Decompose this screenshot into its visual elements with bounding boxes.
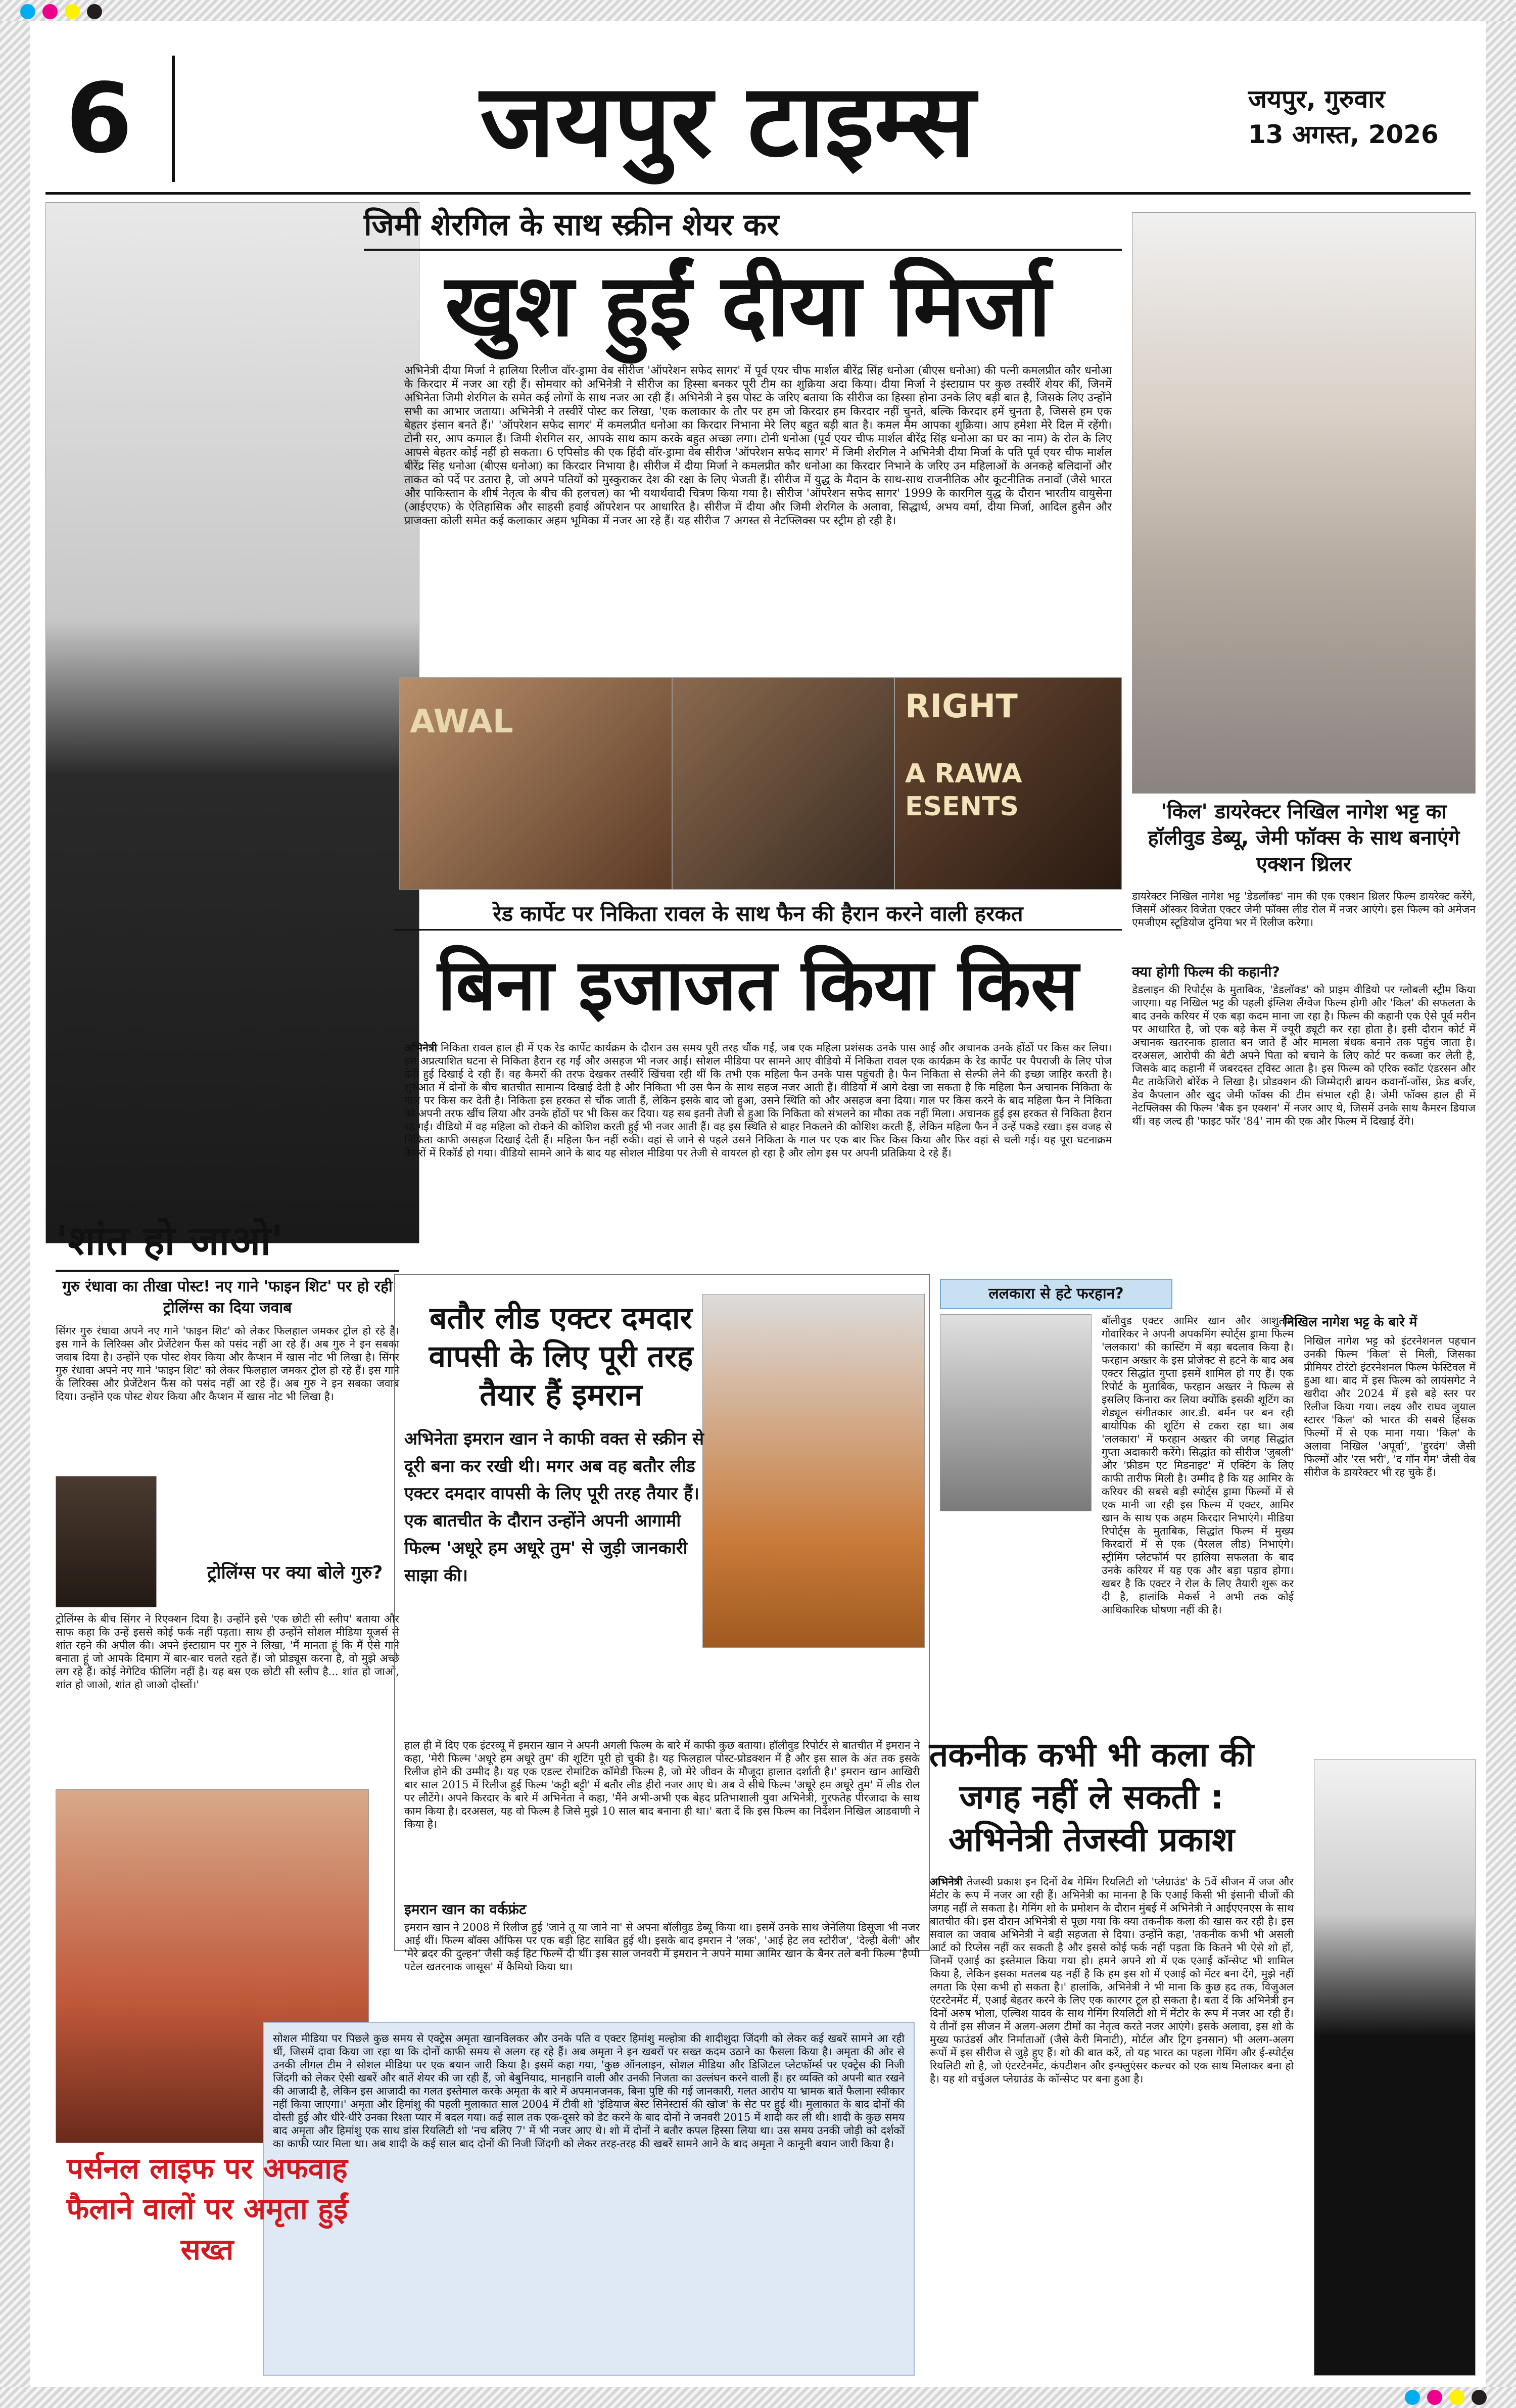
registration-dots-bottom — [1405, 2390, 1487, 2405]
event-sign-text: RIGHT — [905, 688, 1018, 725]
nikita-body — [404, 1041, 1112, 1264]
tejasswi-headline: तकनीक कभी भी कला की जगह नहीं ले सकती : अभिनेत्री तेजस्वी प्रकाश — [929, 1735, 1254, 1859]
amruta-headline: पर्सनल लाइफ पर अफवाह फैलाने वालों पर अमृता हुईं सख्त — [66, 2151, 348, 2266]
nikhil-headline: 'किल' डायरेक्टर निखिल नागेश भट्ट का हॉलीवुड डेब्यू, जेमी फॉक्स के साथ बनाएंगे एक्शन थ्रिलर — [1148, 800, 1460, 876]
event-sign-text: ESENTS — [905, 792, 1019, 822]
dia-body: अभिनेत्री दीया मिर्जा ने हालिया रिलीज वॉर-ड्रामा वेब सीरीज 'ऑपरेशन सफेद सागर' में पूर्व एयर चीफ मार्शल बीरेंद्र सिंह धनोआ (बीएस धनोआ) की पत्नी कमलप्रीत कौर धनोआ के किरदार में नजर आ रही हैं। सोमवार को अभिनेत्री ने सीरीज का हिस्सा बनकर पूरी टीम का शुक्रिया अदा किया। दीया मिर्जा ने इंस्टाग्राम पर कुछ तस्वीरें शेयर कीं, जिनमें अभिनेता जिमी शेरगिल के समेत कई लोगों के साथ नजर आ रही हैं। अभिनेत्री ने इस पोस्ट के जरिए बताया कि सीरीज का हिस्सा होना उनके लिए बड़ी बात है, जिसके लिए उन्होंने सभी का आभार जताया। अभिनेत्री ने तस्वीरें पोस्ट कर लिखा, 'एक कलाकार के तौर पर हम जो किरदार हम किरदार नहीं चुनते, बल्कि किरदार हमें चुनता है, जिससे हम एक बेहतर इंसान बनते हैं।' 'ऑपरेशन सफेद सागर' में कमलप्रीत धनोआ का किरदार निभाना मेरे लिए बहुत बड़ी बात है। कमल मैम आपका शुक्रिया। आप हमेशा मेरे दिल में रहेंगी। टोनी सर, आप कमाल हैं। जिमी शेरगिल सर, आपके साथ काम करके बहुत अच्छा लगा। टोनी धनोआ (पूर्व एयर चीफ मार्शल बीरेंद्र सिंह धनोआ का घर का नाम) के रोल के लिए आपसे बेहतर कोई नहीं हो सकता। 6 एपिसोड की एक हिंदी वॉर-ड्रामा वेब सीरीज 'ऑपरेशन सफेद सागर' में जिमी शेरगिल ने अभिनेत्री दीया मिर्जा के पति पूर्व एयर चीफ मार्शल बीरेंद्र सिंह धनोआ (बीएस धनोआ) का किरदार निभाया है। सीरीज में दीया मिर्जा ने कमलप्रीत कौर धनोआ का किरदार निभाने के जरिए उन महिलाओं के अनकहे बलिदानों और ताकत को पर्दे पर उतारा है, जो अपने पतियों को मुस्कुराकर देश की रक्षा के लिए भेजती हैं। सीरीज में युद्ध के मैदान के साथ-साथ राजनीतिक और कूटनीतिक तनावों (जैसे भारत और पाकिस्तान के शीर्ष नेतृत्व के बीच की हलचल) का भी यथार्थवादी चित्रण किया गया है। सीरीज 'ऑपरेशन सफेद सागर' 1999 के कारगिल युद्ध के दौरान भारतीय वायुसेना (आईएएफ) के ऐतिहासिक और साहसी हवाई ऑपरेशन पर आधारित है। सीरीज में दीया और जिमी शेरगिल के अलावा, सिद्धार्थ, अभय वर्मा, दीया मिर्जा, आदिल हुसैन और प्राजक्ता कोली समेत कई कलाकार अहम भूमिका में नजर आ रहे हैं। यह सीरीज 7 अगस्त से नेटफ्लिक्स पर स्ट्रीम हो रही है। — [404, 364, 1112, 527]
nikita-photo-middle — [672, 677, 894, 890]
black-dot — [87, 4, 102, 19]
yellow-dot — [1449, 2390, 1464, 2405]
guru-subhead-2: ट्रोलिंग्स पर क्या बोले गुरु? — [207, 1562, 383, 1583]
event-sign-text: A RAWA — [905, 759, 1022, 789]
yellow-dot — [65, 4, 80, 19]
masthead — [45, 40, 1471, 202]
amruta-body: सोशल मीडिया पर पिछले कुछ समय से एक्ट्रेस अमृता खानविलकर और उनके पति व एक्टर हिमांशु मल्होत्रा की शादीशुदा जिंदगी को लेकर कई खबरें सामने आ रही थीं, जिसमें दावा किया जा रहा था कि दोनों काफी समय से अलग रह रहे हैं। अब अमृता ने इन खबरों पर सख्त कदम उठाने का फैसला किया है। अमृता की ओर से उनकी लीगल टीम ने सोशल मीडिया पर एक बयान जारी किया है। इसमें कहा गया, 'कुछ ऑनलाइन, सोशल मीडिया और डिजिटल प्लेटफॉर्म्स पर एक्ट्रेस की निजी जिंदगी को लेकर ऐसी खबरें और बातें शेयर की जा रही हैं, जो बेबुनियाद, मानहानि वाली और उनकी निजता का उल्लंघन करने वाली हैं। हर व्यक्ति को अपनी बात रखने की आजादी है, लेकिन इस आजादी का गलत इस्तेमाल करके अमृता के बारे में अपमानजनक, बिना पुष्टि की गई जानकारी, गलत आरोप या भ्रामक बातें फैलाना स्वीकार नहीं किया जाएगा।' अमृता और हिमांशु की पहली मुलाकात साल 2004 में टीवी शो 'इंडियाज बेस्ट सिनेस्टार्स की खोज' के सेट पर हुई थी। मुलाकात के बाद दोनों की दोस्ती हुई और धीरे-धीरे उनका रिश्ता प्यार में बदल गया। कई साल तक एक-दूसरे को डेट करने के बाद दोनों ने जनवरी 2015 में शादी कर ली थी। शादी के कुछ समय बाद अमृता और हिमांशु एक साथ डांस रियलिटी शो 'नच बलिए 7' में भी नजर आए थे। शो में दोनों ने बतौर कपल हिस्सा लिया था। उस समय उनकी जोड़ी को दर्शकों का काफी प्यार मिला था। अब शादी के कई साल बाद दोनों की निजी जिंदगी को लेकर तरह-तरह की खबरें सामने आने के बाद अमृता ने कानूनी बयान जारी किया है। — [273, 2032, 905, 2150]
imran-body-1: हाल ही में दिए एक इंटरव्यू में इमरान खान ने अपनी अगली फिल्म के बारे में काफी कुछ बताया। हॉलीवुड रिपोर्टर से बातचीत में इमरान ने कहा, 'मेरी फिल्म 'अधूरे हम अधूरे तुम' की शूटिंग पूरी हो चुकी है। यह फिलहाल पोस्ट-प्रोडक्शन में है और इस साल के अंत तक इसके रिलीज होने की उम्मीद है। यह एक एडल्ट रोमांटिक कॉमेडी फिल्म है, जो मेरे जीवन के मौजूदा हालात दर्शाती है।' इमरान खान आखिरी बार साल 2015 में रिलीज हुई फिल्म 'कट्टी बट्टी' में बतौर लीड हीरो नजर आए थे। अब वे सीधे फिल्म 'अधूरे हम अधूरे तुम' में लीड रोल पर लौटेंगे। अपने किरदार के बारे में अभिनेता ने कहा, 'मैंने अभी-अभी एक बेहद प्रतिभाशाली युवा अभिनेत्री, गुरफतेह पीरजादा के साथ काम किया है। दरअसल, यह वो फिल्म है जिसे मुझे 10 साल बाद बनाना ही था।' बता दें कि इस फिल्म का निर्देशन निखिल आडवाणी ने किया है। — [404, 1739, 920, 1830]
nikita-body-text: निकिता रावल हाल ही में एक रेड कार्पेट कार्यक्रम के दौरान उस समय पूरी तरह चौंक गईं, जब एक महिला प्रशंसक उनके पास आई और अचानक उनके होंठों पर किस कर लिया। इस अप्रत्याशित घटना से निकिता हैरान रह गईं और असहज भी नजर आईं। सोशल मीडिया पर सामने आए वीडियो में निकिता रावल एक कार्यक्रम के रेड कार्पेट पर पैपराजी के लिए पोज देती हुई दिखाई दे रही हैं। वह कैमरों की तरफ देखकर तस्वीरें खिंचवा रही थीं कि तभी एक महिला फैन उनके पास पहुंचती है। फैन निकिता से सेल्फी लेने की इच्छा जाहिर करती है। शुरुआत में दोनों के बीच बातचीत सामान्य दिखाई देती है और निकिता भी उस फैन के साथ सहज नजर आती हैं। वीडियो में आगे देखा जा सकता है कि महिला फैन अचानक निकिता के गाल पर किस कर देती है। निकिता इस हरकत से चौंक जाती हैं, लेकिन इसके बाद जो हुआ, उसने स्थिति को और असहज बना दिया। गाल पर किस करने के बाद महिला फैन ने निकिता को अपनी तरफ खींच लिया और उनके होंठों पर भी किस कर दिया। यह सब इतनी तेजी से हुआ कि निकिता को संभलने का मौका तक नहीं मिला। अचानक हुई इस हरकत से निकिता हैरान रह गईं। वीडियो में वह महिला को रोकने की कोशिश करती हुई भी नजर आती हैं। वह इस स्थिति से बाहर निकलने की कोशिश करती हैं, लेकिन महिला फैन ने उन्हें पकड़े रखा। इस वजह से निकिता काफी असहज दिखाई देती हैं। महिला फैन नहीं रुकी। वहां से जाने से पहले उसने निकिता के गाल पर एक बार फिर किस किया और फिर वहां से चली गई। यह पूरा घटनाक्रम कैमरों में रिकॉर्ड हो गया। वीडियो सामने आने के बाद यह सोशल मीडिया पर तेजी से वायरल हो रहा है और लोग इस पर अपनी प्रतिक्रिया दे रहे हैं। — [404, 1042, 1112, 1159]
nikhil-subhead-1: क्या होगी फिल्म की कहानी? — [1132, 963, 1280, 980]
masthead-rule — [45, 192, 1471, 195]
issue-date: 13 अगस्त, 2026 — [1248, 120, 1439, 149]
magenta-dot — [1427, 2390, 1442, 2405]
lalkara-tag: ललकारा से हटे फरहान? — [988, 1285, 1124, 1303]
nikita-kicker: रेड कार्पेट पर निकिता रावल के साथ फैन की हैरान करने वाली हरकत — [493, 901, 1023, 926]
nikhil-subhead-2: निखिल नागेश भट्ट के बारे में — [1284, 1315, 1417, 1330]
singer-photo — [940, 1314, 1092, 1511]
left-border-strip — [0, 21, 30, 2387]
page-number: 6 — [66, 63, 133, 174]
imran-headline: बतौर लीड एक्टर दमदार वापसी के लिए पूरी तरह तैयार हैं इमरान — [429, 1301, 693, 1413]
dia-kicker: जिमी शेरगिल के साथ स्क्रीन शेयर कर — [364, 207, 779, 243]
city-day: जयपुर, गुरुवार — [1248, 84, 1385, 114]
tejasswi-lead: अभिनेत्री — [930, 1875, 963, 1888]
black-dot — [1472, 2390, 1487, 2405]
nikita-headline: बिना इजाजत किया किस — [437, 944, 1079, 1027]
nikita-kicker-rule — [394, 929, 1122, 931]
nikhil-body-1: डायरेक्टर निखिल नागेश भट्ट 'डेडलॉक्ड' नाम की एक एक्शन थ्रिलर फिल्म डायरेक्ट करेंगे, जिसमें ऑस्कर विजेता एक्टर जेमी फॉक्स लीड रोल में नजर आएंगे। इस फिल्म को अमेजन एमजीएम स्टूडियोज दुनिया भर में रिलीज करेगा। — [1132, 890, 1476, 929]
tejasswi-photo — [1314, 1759, 1476, 2376]
imran-subhead: इमरान खान का वर्कफ्रंट — [404, 1901, 527, 1918]
tejasswi-body — [930, 1875, 1294, 2381]
bottom-border-strip — [0, 2387, 1516, 2408]
imran-body-2: इमरान खान ने 2008 में रिलीज हुई 'जाने तू या जाने ना' से अपना बॉलीवुड डेब्यू किया था। इसमें उनके साथ जेनेलिया डिसूजा भी नजर आई थीं। फिल्म बॉक्स ऑफिस पर एक बड़ी हिट साबित हुई थी। इसके बाद इमरान ने 'लक', 'आई हेट लव स्टोरीज', 'देल्ही बेली' और 'मेरे ब्रदर की दुल्हन' जैसी कई हिट फिल्में दी थीं। इस साल जनवरी में इमरान ने अपने मामा आमिर खान के बैनर तले बनी फिल्म 'हैप्पी पटेल खतरनाक जासूस' में कैमियो किया था। — [404, 1921, 920, 1973]
imran-photo — [702, 1294, 925, 1648]
nikhil-body-3: निखिल नागेश भट्ट को इंटरनेशनल पहचान उनकी फिल्म 'किल' से मिली, जिसका प्रीमियर टोरंटो इंटरनेशनल फिल्म फेस्टिवल में हुआ था। बाद में इस फिल्म को लायंसगेट ने खरीदा और 2024 में इसे बड़े स्तर पर रिलीज किया गया। लक्ष्य और राघव जुयाल स्टारर 'किल' को भारत की सबसे हिंसक फिल्मों में से एक माना गया। 'किल' के अलावा निखिल 'अपूर्वा', 'हुरदंग' जैसी फिल्मों और 'रस भरी', 'द गॉन गेम' जैसी वेब सीरीज के डायरेक्टर भी रह चुके हैं। — [1304, 1335, 1476, 1478]
guru-body-2: ट्रोलिंग्स के बीच सिंगर ने रिएक्शन दिया है। उन्होंने इसे 'एक छोटी सी स्लीप' बताया और साफ कहा कि उन्हें इससे कोई फर्क नहीं पड़ता। साथ ही उन्होंने सोशल मीडिया यूजर्स से शांत रहने की अपील की। अपने इंस्टाग्राम पर गुरु ने लिखा, 'मैं मानता हूं कि मैं ऐसे गाने बनाता हूं जो आपके दिमाग में बार-बार चलते रहते हैं। जो प्रोड्यूस करना है, वो मुझे अच्छे लग रहे हैं। कोई नेगेटिव फीलिंग नहीं है। यह बस एक छोटी सी स्लीप है... शांत हो जाओ, शांत हो जाओ, शांत हो जाओ दोस्तों।' — [56, 1613, 399, 1691]
event-sign-text: AWAL — [410, 703, 513, 740]
nikhil-body-2: डेडलाइन की रिपोर्ट्स के मुताबिक, 'डेडलॉक्ड' को प्राइम वीडियो पर ग्लोबली स्ट्रीम किया जाएगा। यह निखिल भट्ट की पहली इंग्लिश लैंग्वेज फिल्म होगी और 'किल' की सफलता के बाद उनके करियर में एक बड़ा कदम माना जा रहा है। फिल्म की कहानी एक ऐसे पूर्व मरीन पर आधारित है, जो एक बड़े केस में ज्यूरी ड्यूटी कर रहा होता है। इसी दौरान कोर्ट में अचानक खतरनाक हालात बन जाते हैं और मामला बंधक बनाने तक पहुंच जाता है। दरअसल, आरोपी की बेटी अपने पिता को बचाने के लिए कोर्ट पर कब्जा कर लेती है, जिसके बाद कहानी में जबरदस्त ट्विस्ट आता है। इस फिल्म को एरिक स्कॉट एंडरसन और मैट ताकेजिरो बोरेंक ने लिखा है। प्रोडक्शन की जिम्मेदारी ब्रायन कवानॉ-जोंस, फ्रेड बर्जर, डेव कैपलान और खुद जेमी फॉक्स की टीम संभाल रही है। जेमी फॉक्स हाल ही में नेटफ्लिक्स की फिल्म 'बैक इन एक्शन' में नजर आए थे, जिसमें उनके साथ कैमरन डियाज थीं। वह जल्द ही 'फाइट फॉर '84' नाम की एक और फिल्म में दिखाई देंगे। — [1132, 984, 1476, 1127]
imran-intro: अभिनेता इमरान खान ने काफी वक्त से स्क्रीन से दूरी बना कर रखी थी। मगर अब वह बतौर लीड एक्टर दमदार वापसी के लिए पूरी तरह तैयार हैं। एक बातचीत के दौरान उन्होंने अपनी आगामी फिल्म 'अधूरे हम अधूरे तुम' से जुड़ी जानकारी साझा की। — [404, 1429, 704, 1586]
nikita-photo-left — [399, 677, 672, 890]
masthead-divider — [172, 56, 175, 182]
nikita-photo-right — [894, 677, 1122, 890]
dia-kicker-rule — [364, 249, 1122, 251]
guru-photo — [56, 1476, 157, 1607]
magenta-dot — [42, 4, 58, 19]
dia-mirza-photo — [45, 202, 419, 1243]
registration-dots-top — [20, 4, 102, 19]
nikhil-bhatt-photo — [1132, 212, 1476, 794]
nikita-lead: अभिनेत्री — [404, 1041, 437, 1054]
cyan-dot — [1405, 2390, 1420, 2405]
guru-rule — [56, 1270, 399, 1272]
dia-headline: खुश हुईं दीया मिर्जा — [445, 256, 1051, 356]
tejasswi-body-text: तेजस्वी प्रकाश इन दिनों वेब गेमिंग रियलिटी शो 'प्लेग्राउंड' के 5वें सीजन में जज और मेंटोर के रूप में नजर आ रही हैं। अभिनेत्री का मानना है कि एआई किसी भी इंसानी चीजों की जगह नहीं ले सकता है। गेमिंग शो के प्रमोशन के दौरान मुंबई में अभिनेत्री ने आईएएनएस के साथ बातचीत की। इस दौरान अभिनेत्री से पूछा गया कि क्या तकनीक कला की खास कर रही है। इस सवाल का जवाब अभिनेत्री ने बड़ी सहजता से दिया। उन्होंने कहा, 'तकनीक कभी भी असली आर्ट को रिप्लेस नहीं कर सकती है और इससे कोई फर्क नहीं पड़ता कि कितने भी ऐसे शो हों, जिनमें एआई का इस्तेमाल किया गया हो। हमने अपने शो में एक एआई कॉन्सेप्ट भी शामिल किया है, लेकिन इसका मतलब यह नहीं है कि हम इस शो में एआई को मेंटर बना देंगे, मुझे नहीं लगता कि ऐसा कभी हो सकता है।' हालांकि, अभिनेत्री ने भी माना कि कुछ हद तक, विजुअल एंटरटेनमेंट में, एआई बेहतर करने के लिए एक कारगर टूल हो सकता है। बता दें कि अभिनेत्री इन दिनों अरुष भोला, एल्विश यादव के साथ गेमिंग रियलिटी शो में मेंटोर के रूप में नजर आ रही हैं। ये तीनों इस सीजन में अलग-अलग टीमों का नेतृत्व करते नजर आएंगे। इसके अलावा, इस शो के मुख्य फाउंडर्स और निर्माताओं (जैसे केरी मिनाटी), मोर्टल और ट्रिग इनसान) भी अलग-अलग रूपों में इस सीरीज से जुड़े हुए हैं। शो की बात करें, तो यह भारत का पहला गेमिंग और ई-स्पोर्ट्स रियलिटी शो है, जो एंटरटेनमेंट, कंपटीशन और इन्फ्लुएंसर कल्चर को एक साथ मिलाकर बना हो है। यह शो वर्चुअल प्लेग्राउंड के कॉन्सेप्ट पर बना हुआ है। — [930, 1876, 1294, 2085]
right-border-strip — [1486, 21, 1516, 2387]
lalkara-body: बॉलीवुड एक्टर आमिर खान और आशुतोष गोवारिकर ने अपनी अपकमिंग स्पोर्ट्स ड्रामा फिल्म 'ललकारा' की कास्टिंग में बड़ा बदलाव किया है। फरहान अख्तर के इस प्रोजेक्ट से हटने के बाद अब एक्टर सिद्धांत गुप्ता इसमें शामिल हो गए हैं। एक रिपोर्ट के मुताबिक, फरहान अख्तर ने फिल्म से इसलिए किनारा कर लिया क्योंकि इसकी शूटिंग का शेड्यूल संगीतकार आर.डी. बर्मन पर बन रही बायोपिक की शूटिंग से टकरा रहा था। अब 'ललकारा' में फरहान अख्तर की जगह सिद्धांत गुप्ता अदाकारी करेंगे। सिद्धांत को सीरीज 'जुबली' और 'फ्रीडम एट मिडनाइट' में एक्टिंग के लिए काफी तारीफ मिली है। उम्मीद है कि यह आमिर के करियर की सबसे बड़ी स्पोर्ट्स ड्रामा फिल्मों में से एक मानी जा रही इस फिल्म में एक्टर, आमिर खान के साथ एक अहम किरदार निभाएंगे। मीडिया रिपोर्ट्स के मुताबिक, सिद्धांत फिल्म में मुख्य किरदारों में से एक (पैरलल लीड) निभाएंगे। स्ट्रीमिंग प्लेटफॉर्म पर हालिया सफलता के बाद उनके करियर में यह एक और बड़ा पड़ाव होगा। खबर है कि एक्टर ने रोल के लिए तैयारी शुरू कर दी है, हालांकि मेकर्स ने अभी तक कोई आधिकारिक घोषणा नहीं की है। — [1102, 1315, 1294, 1616]
guru-headline: 'शांत हो जाओ' — [56, 1217, 283, 1264]
newspaper-title: जयपुर टाइम्स — [480, 62, 976, 180]
guru-body-1: सिंगर गुरु रंधावा अपने नए गाने 'फाइन शिट' को लेकर फिलहाल जमकर ट्रोल हो रहे हैं। इस गाने के लिरिक्स और प्रेजेंटेशन फैंस को पसंद नहीं आ रहे हैं। अब गुरु ने इन सबका जवाब दिया है। उन्होंने एक पोस्ट शेयर किया और कैप्शन में खास नोट भी लिखा है। सिंगर गुरु रंधावा अपने नए गाने 'फाइन शिट' को लेकर फिलहाल जमकर ट्रोल हो रहे हैं। इस गाने के लिरिक्स और प्रेजेंटेशन फैंस को पसंद नहीं आ रहे हैं। अब गुरु ने इन सबका जवाब दिया। उन्होंने एक पोस्ट शेयर किया और कैप्शन में खास नोट भी लिखा है। — [56, 1325, 399, 1403]
top-border-strip — [0, 0, 1516, 21]
guru-subhead: गुरु रंधावा का तीखा पोस्ट! नए गाने 'फाइन शिट' पर हो रही ट्रोलिंग्स का दिया जवाब — [62, 1278, 393, 1317]
cyan-dot — [20, 4, 35, 19]
